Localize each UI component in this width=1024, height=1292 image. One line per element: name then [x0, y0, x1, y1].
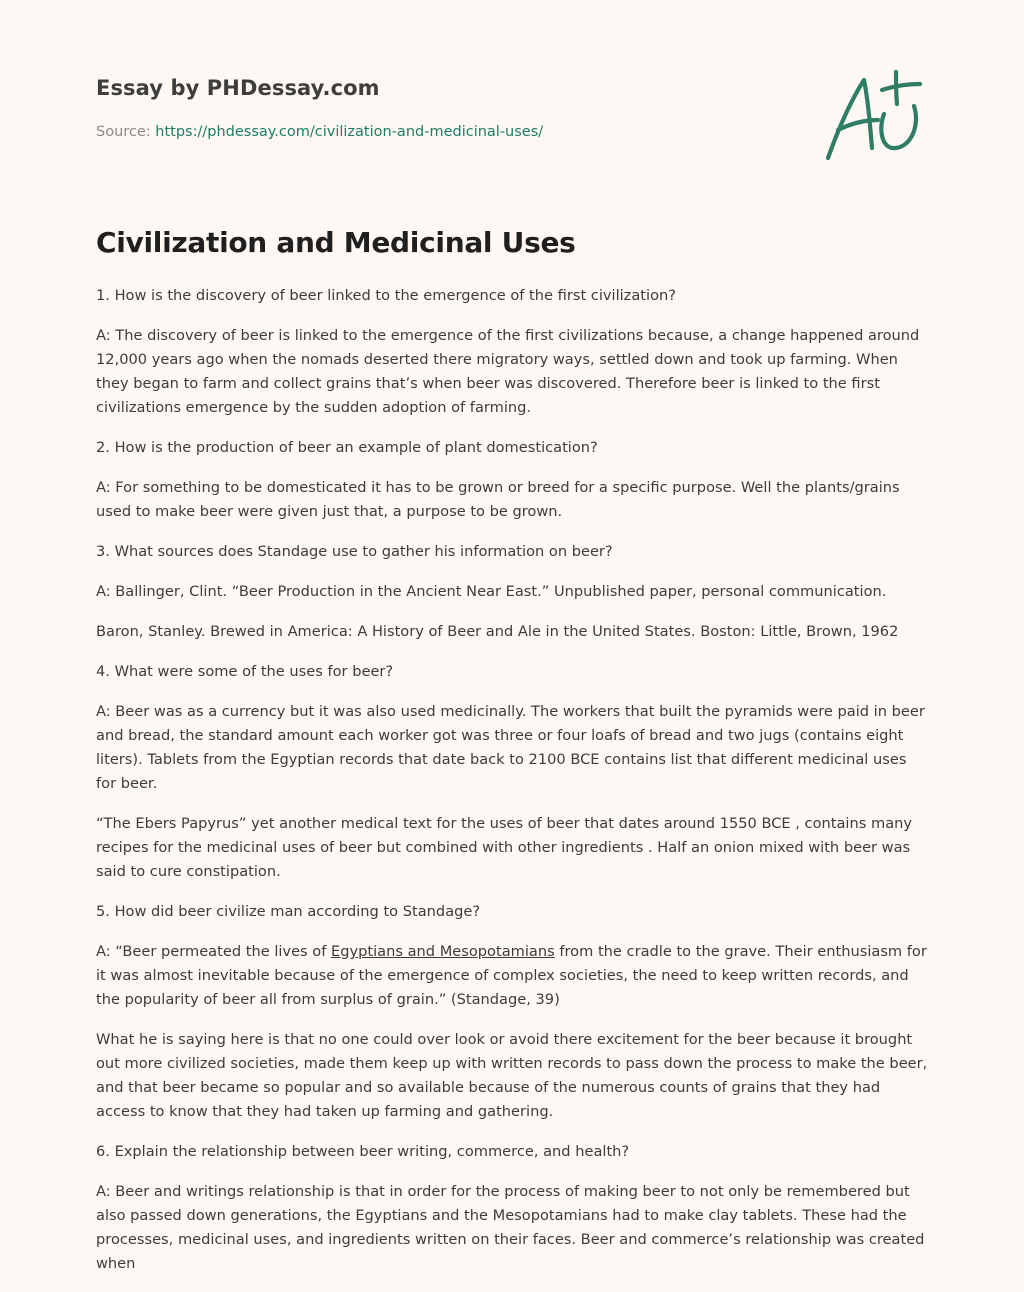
source-label: Source:: [96, 124, 151, 140]
site-header: [96, 0, 928, 190]
answer-3-source-1: A: Ballinger, Clint. “Beer Production in the Ancient Near East.” Unpublished paper, personal communication.: [96, 583, 887, 600]
page: [96, 0, 928, 1272]
quote-text-before: A: “Beer permeated the lives of: [96, 943, 331, 960]
source-line: [96, 124, 543, 140]
question-6: 6. Explain the relationship between beer writing, commerce, and health?: [96, 1143, 630, 1160]
question-4: 4. What were some of the uses for beer?: [96, 663, 394, 680]
answer-6: A: Beer and writings relationship is that in order for the process of making beer to not only be remembered but also passed down generations, the Egyptians and the Mesopotamians had to make clay tablets. These had the processes, medicinal uses, and ingredients written on their faces. Beer and commerce’s relationship was created when: [96, 1183, 925, 1272]
answer-2: A: For something to be domesticated it has to be grown or breed for a specific purpose. Well the plants/grains used to make beer were given just that, a purpose to be grown.: [96, 479, 900, 520]
egyptians-mesopotamians-link[interactable]: Egyptians and Mesopotamians: [331, 943, 555, 960]
site-title: Essay by PHDessay.com: [96, 76, 380, 100]
answer-4: A: Beer was as a currency but it was also used medicinally. The workers that built the pyramids were paid in beer and bread, the standard amount each worker got was three or four loafs of bread and two jugs (contains eight liters). Tablets from the Egyptian records that date back to 2100 BCE contains list that different medicinal uses for beer.: [96, 703, 925, 792]
a-plus-logo-icon: [824, 68, 924, 164]
answer-5-explanation: What he is saying here is that no one could over look or avoid there excitement for the beer because it brought out more civilized societies, made them keep up with written records to pass down the process to make the beer, and that beer became so popular and so available because of the numerous counts of grains that they had access to know that they had taken up farming and gathering.: [96, 1031, 928, 1120]
answer-3-source-2: Baron, Stanley. Brewed in America: A History of Beer and Ale in the United States. Boston: Little, Brown, 1962: [96, 623, 899, 640]
source-link[interactable]: https://phdessay.com/civilization-and-medicinal-uses/: [155, 124, 544, 140]
answer-4-continued: “The Ebers Papyrus” yet another medical text for the uses of beer that dates around 1550 BCE , contains many recipes for the medicinal uses of beer but combined with other ingredients . Half an onion mixed with beer was said to cure constipation.: [96, 815, 913, 880]
question-5: 5. How did beer civilize man according to Standage?: [96, 903, 481, 920]
question-3: 3. What sources does Standage use to gather his information on beer?: [96, 543, 613, 560]
answer-1: A: The discovery of beer is linked to the emergence of the first civilizations because, a change happened around 12,000 years ago when the nomads deserted there migratory ways, settled down and took up farming. When they began to farm and collect grains that’s when beer was discovered. Therefore beer is linked to the first civilizations emergence by the sudden adoption of farming.: [96, 327, 920, 416]
answer-5-quote: [96, 940, 928, 1012]
essay-body: [96, 284, 928, 1292]
question-1: 1. How is the discovery of beer linked to the emergence of the first civilization?: [96, 287, 676, 304]
document-title: Civilization and Medicinal Uses: [96, 226, 576, 259]
quote-text-after: from the cradle to the grave. Their enthusiasm for it was almost inevitable because of the emergence of complex societies, the need to keep written records, and the popularity of beer all from surplus of grain.” (Standage, 39): [96, 943, 927, 1008]
question-2: 2. How is the production of beer an example of plant domestication?: [96, 439, 598, 456]
